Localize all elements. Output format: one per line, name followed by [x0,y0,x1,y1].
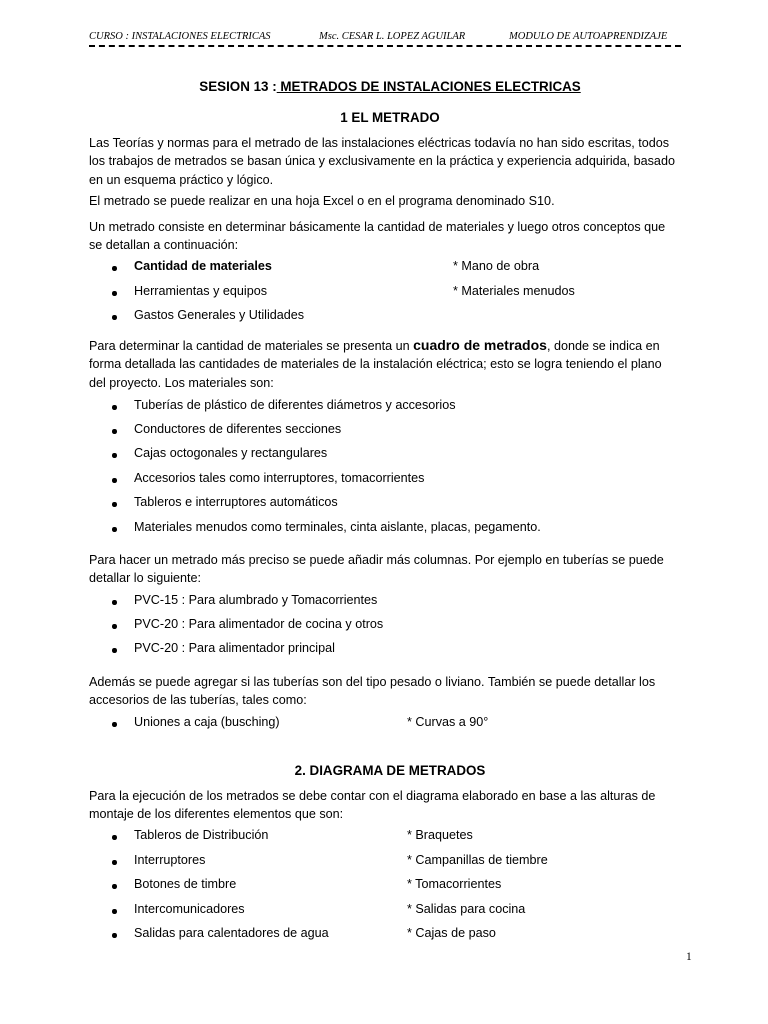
list-item-right: * Materiales menudos [453,284,575,298]
bullet-icon [112,453,117,458]
section-1-title: 1 EL METRADO [340,110,440,125]
paragraph-2-line-1: El metrado se puede realizar en una hoja Excel o en el programa denominado S10. [89,194,555,208]
bullet-icon [112,909,117,914]
bullet-icon [112,405,117,410]
paragraph-1-line-3: en un esquema práctico y lógico. [89,172,274,187]
paragraph-6-line-2: accesorios de las tuberías, tales como: [89,693,307,708]
bullet-icon [112,722,117,727]
paragraph-4 [89,336,691,392]
paragraph-3-line-2: se detallan a continuación: [89,238,239,253]
section-2-title: 2. DIAGRAMA DE METRADOS [294,763,486,778]
header-module: MODULO DE AUTOAPRENDIZAJE [509,31,668,42]
bullet-icon [112,884,117,889]
list-item-right: * Curvas a 90° [407,715,489,729]
emphasis-cuadro-de-metrados: cuadro de metrados [413,337,547,353]
paragraph-6 [89,673,691,710]
paragraph-3-line-1: Un metrado consiste en determinar básicamente la cantidad de materiales y luego otros conceptos que [89,220,666,234]
paragraph-4-line-1: Para determinar la cantidad de materiales se presenta un cuadro de metrados, donde se indica en [89,337,660,353]
bullet-icon [112,429,117,434]
bullet-icon [112,835,117,840]
list-item-right: * Tomacorrientes [407,877,502,891]
paragraph-6-line-1: Además se puede agregar si las tuberías son del tipo pesado o liviano. También se puede detallar los [89,675,656,689]
bullet-icon [112,933,117,938]
page-number: 1 [686,951,692,963]
paragraph-1-line-1: Las Teorías y normas para el metrado de las instalaciones eléctricas todavía no han sido escritas, todos [89,136,670,150]
bullet-icon [112,478,117,483]
header-divider [89,45,681,47]
paragraph-7-line-2: montaje de los diferentes elementos que son: [89,807,344,822]
document-page: CURSO : INSTALACIONES ELECTRICAS Msc. CESAR L. LOPEZ AGUILAR MODULO DE AUTOAPRENDIZAJE SESION 13 : METRADOS DE INSTALACIONES ELECTRICAS 1 EL METRADO Las Teorías y normas para el metrado de las instalaciones eléctricas todavía no han sido escritas, todos los trabajos de metrados se basan única y exclusivamente en la práctica y experiencia adquirida, basado en un esquema práctico y lógico. El metrado se puede realizar en una hoja Excel o en el programa denominado S10. Un metrado consiste en determinar básicamente la cantidad de materiales y luego otros conceptos que se detallan a continuación: Cantidad de materiales * Mano de obra Herramientas y equipos * Materiales menudos Gastos Generales y Utilidades Para determinar la cantidad de materiales se presenta un cuadro de metrados, donde se indica en forma detallada las cantidades de materiales de la instalación eléctrica; esto se logra teniendo el plano del proyecto. Los materiales son: Tuberías de plástico de diferentes diámetros y accesorios Conductores de diferentes secciones Cajas octogonales y rectangulares Accesorios tales como interruptores, tomacorrientes Tableros e interruptores automáticos Materiales menudos como terminales, cinta aislante, placas, pegamento. Para hacer un metrado más preciso se puede añadir más columnas. Por ejemplo en tuberías se puede detallar lo siguiente: PVC-15 : Para alumbrado y Tomacorrientes PVC-20 : Para alimentador de cocina y otros PVC-20 : Para alimentador principal Además se puede agregar si las tuberías son del tipo pesado o liviano. También se puede detallar los accesorios de las tuberías, tales como: Uniones a caja (busching) * Curvas a 90° 2. DIAGRAMA DE METRADOS Para la ejecución de los metrados se debe contar con el diagrama elaborado en base a las alturas de montaje de los diferentes elementos que son: Tableros de Distribución * Braquetes Interruptores * Campanillas de tiembre Botones de timbre * Tomacorrientes Intercomunicadores * Salidas para cocina Salidas para calentadores de agua * Cajas de paso 1 [89,31,692,963]
list-item-right: * Salidas para cocina [407,902,526,916]
paragraph-7 [89,787,691,824]
list-item-right: * Mano de obra [453,259,540,273]
paragraph-7-line-1: Para la ejecución de los metrados se debe contar con el diagrama elaborado en base a las alturas de [89,789,656,803]
list-item-right: * Braquetes [407,828,473,842]
header-author: Msc. CESAR L. LOPEZ AGUILAR [319,31,466,42]
paragraph-4-line-2: forma detallada las cantidades de materiales de la instalación eléctrica; esto se logra teniendo el plano [89,357,662,372]
bullet-icon [112,291,117,296]
paragraph-5 [89,551,691,588]
bullet-icon [112,527,117,532]
paragraph-1 [89,134,691,189]
paragraph-3 [89,218,691,255]
bullet-icon [112,600,117,605]
list-item-right: * Campanillas de tiembre [407,853,548,867]
paragraph-1-line-2: los trabajos de metrados se basan única y exclusivamente en la práctica y experiencia adquirida, basado [89,154,675,169]
bullet-icon [112,648,117,653]
paragraph-2 [89,192,691,210]
bullet-icon [112,315,117,320]
bullet-icon [112,266,117,271]
session-title-prefix: SESION 13 : [199,79,277,94]
header-course: CURSO : INSTALACIONES ELECTRICAS [89,31,271,42]
list-item-right: * Cajas de paso [407,926,496,940]
paragraph-4-line-3: del proyecto. Los materiales son: [89,375,274,390]
session-title-underlined: METRADOS DE INSTALACIONES ELECTRICAS [276,79,581,94]
session-title [89,79,691,94]
bullet-icon [112,624,117,629]
bullet-icon [112,502,117,507]
paragraph-5-line-2: detallar lo siguiente: [89,571,202,586]
bullet-icon [112,860,117,865]
paragraph-5-line-1: Para hacer un metrado más preciso se puede añadir más columnas. Por ejemplo en tuberías se puede [89,553,664,567]
